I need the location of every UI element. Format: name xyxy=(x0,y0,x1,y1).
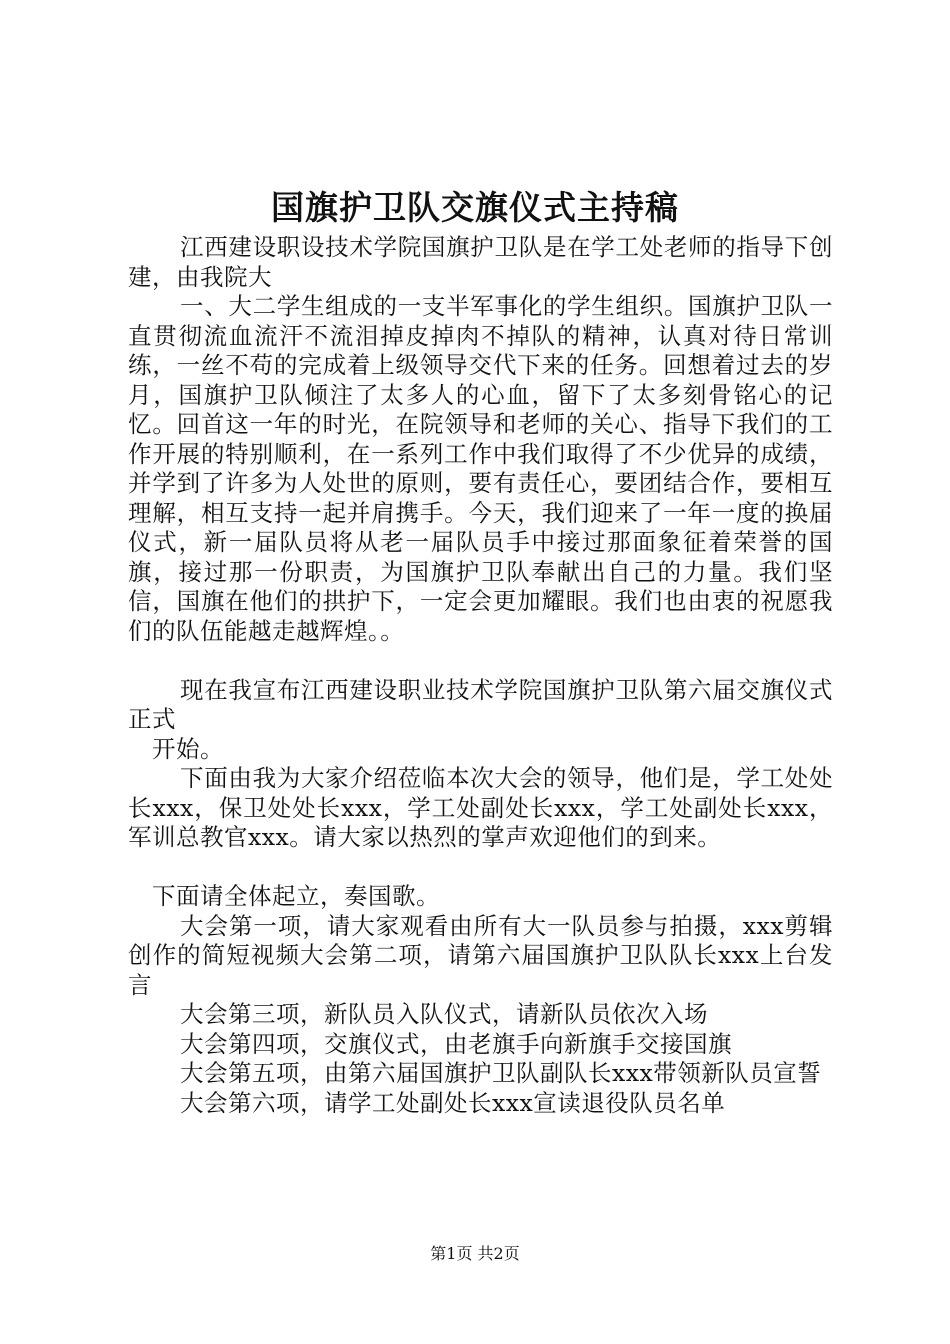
document-title: 国旗护卫队交旗仪式主持稿 xyxy=(271,188,679,227)
page-footer: 第1页 共2页 xyxy=(430,1244,520,1263)
paragraph-spacer xyxy=(128,646,833,676)
paragraph-announcement: 现在我宣布江西建设职业技术学院国旗护卫队第六届交旗仪式正式 xyxy=(128,675,833,733)
paragraph-history: 一、大二学生组成的一支半军事化的学生组织。国旗护卫队一直贯彻流血流汗不流泪掉皮掉肉不掉队的精神，认真对待日常训练，一丝不苟的完成着上级领导交代下来的任务。回想着过去的岁月，国旗护卫队倾注了太多人的心血，留下了太多刻骨铭心的记忆。回首这一年的时光，在院领导和老师的关心、指导下我们的工作开展的特别顺利，在一系列工作中我们取得了不少优异的成绩，并学到了许多为人处世的原则，要有责任心，要团结合作，要相互理解，相互支持一起并肩携手。今天，我们迎来了一年一度的换届仪式，新一届队员将从老一届队员手中接过那面象征着荣誉的国旗，接过那一份职责，为国旗护卫队奉献出自己的力量。我们坚信，国旗在他们的拱护下，一定会更加耀眼。我们也由衷的祝愿我们的队伍能越走越辉煌。。 xyxy=(128,292,833,645)
agenda-item-5: 大会第五项，由第六届国旗护卫队副队长xxx带领新队员宣誓 xyxy=(180,1059,822,1087)
agenda-item-3: 大会第三项，新队员入队仪式，请新队员依次入场 xyxy=(180,1000,708,1028)
agenda-item-6: 大会第六项，请学工处副处长xxx宣读退役队员名单 xyxy=(180,1088,726,1117)
agenda-item-1-2: 大会第一项，请大家观看由所有大一队员参与拍摄，xxx剪辑创作的简短视频大会第二项，请第六届国旗护卫队队长xxx上台发言 xyxy=(128,911,833,999)
agenda-item-4: 大会第四项，交旗仪式，由老旗手向新旗手交接国旗 xyxy=(180,1029,732,1058)
paragraph-leaders: 下面由我为大家介绍莅临本次大会的领导，他们是，学工处处长xxx，保卫处处长xxx，学工处副处长xxx，学工处副处长xxx，军训总教官xxx。请大家以热烈的掌声欢迎他们的到来。 xyxy=(128,764,833,851)
paragraph-start: 开始。 xyxy=(152,734,224,763)
document-body xyxy=(128,233,833,1118)
paragraph-spacer xyxy=(128,853,833,883)
paragraph-anthem: 下面请全体起立，奏国歌。 xyxy=(152,882,440,910)
paragraph-intro: 江西建设职设技术学院国旗护卫队是在学工处老师的指导下创建，由我院大 xyxy=(128,233,833,291)
